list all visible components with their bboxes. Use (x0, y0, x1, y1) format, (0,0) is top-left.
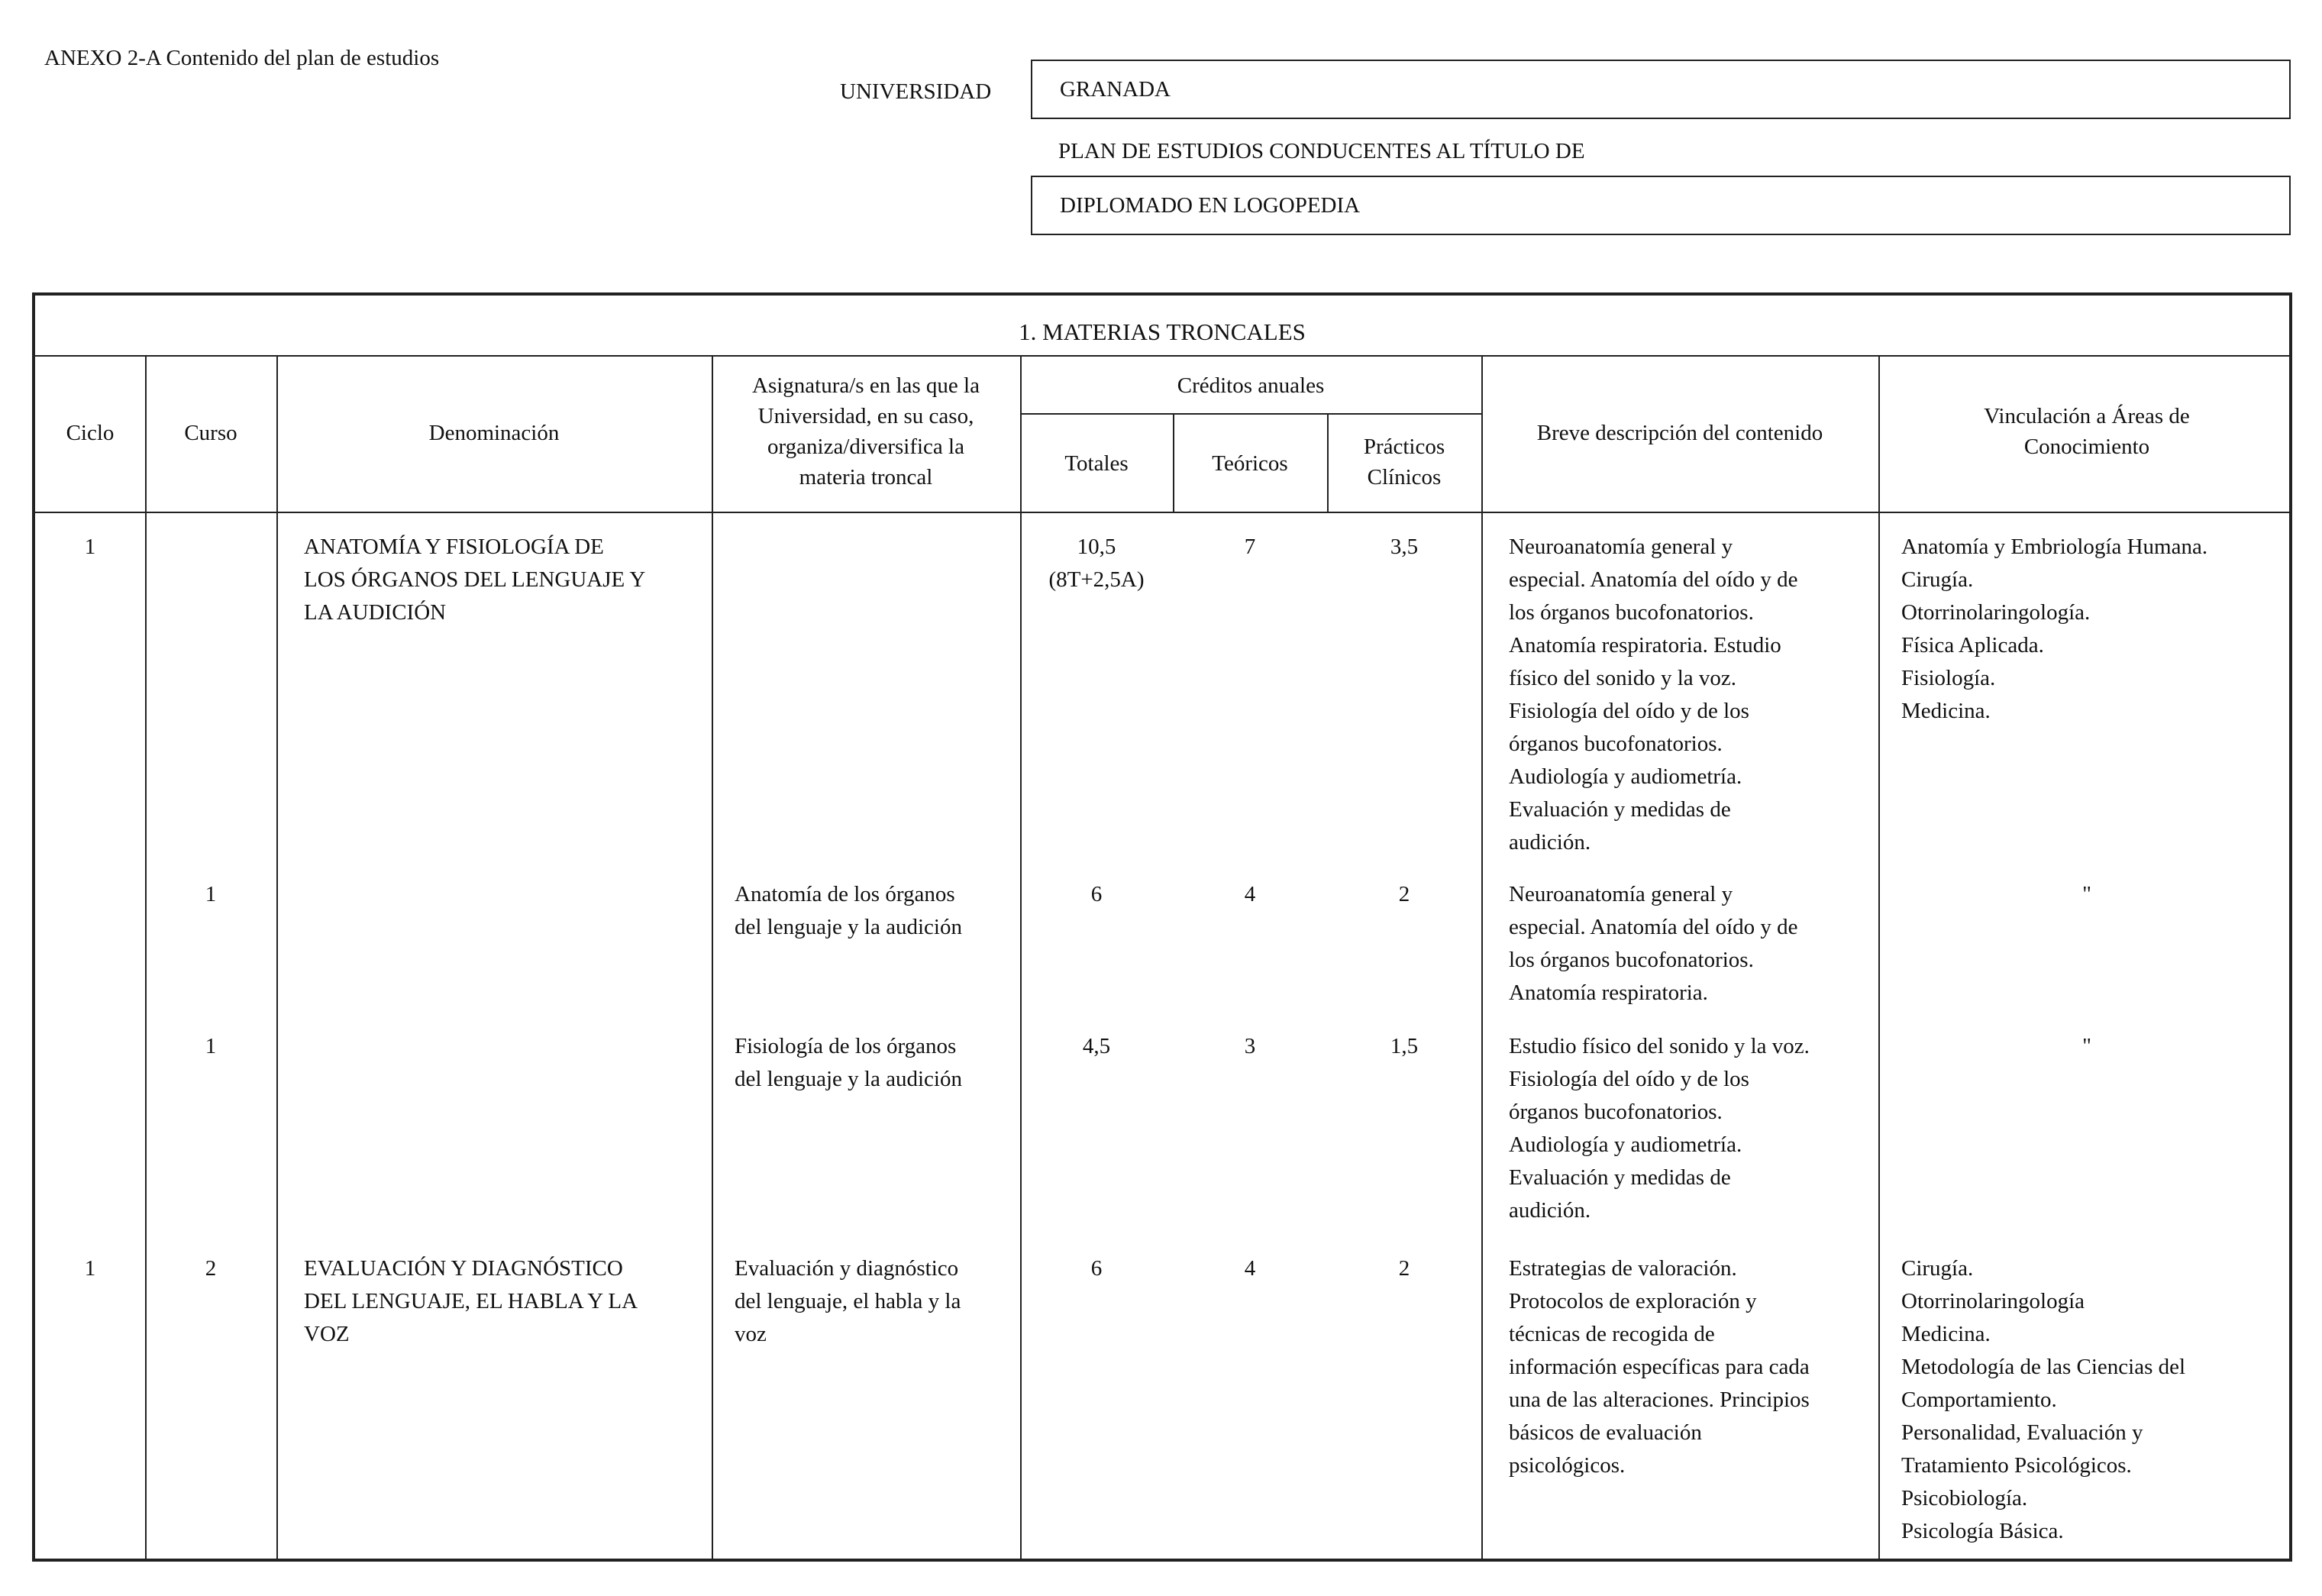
row-1-denominacion: ANATOMÍA Y FISIOLOGÍA DE LOS ÓRGANOS DEL LENGUAJE Y LA AUDICIÓN (304, 535, 646, 625)
header-practicos: Prácticos Clínicos (1363, 435, 1445, 489)
university-name: GRANADA (1060, 76, 1171, 102)
row-2-curso: 1 (205, 882, 217, 906)
row-2-asignatura: Anatomía de los órganos del lenguaje y la audición (735, 882, 962, 939)
row-2-teoricos: 4 (1244, 882, 1256, 906)
header-ciclo: Ciclo (66, 421, 115, 445)
header-totales: Totales (1064, 451, 1129, 476)
curriculum-table (32, 292, 2292, 1562)
col-rule-2 (276, 355, 278, 1559)
row-4-descripcion: Estrategias de valoración. Protocolos de exploración y técnicas de recogida de información específicas para cada una de las alteraciones. Principios básicos de evaluación psicológicos. (1509, 1256, 1810, 1478)
row-4-asignatura: Evaluación y diagnóstico del lenguaje, el habla y la voz (735, 1256, 961, 1346)
header-teoricos: Teóricos (1212, 451, 1288, 476)
row-4-vinculacion: Cirugía. Otorrinolaringología Medicina. Metodología de las Ciencias del Comportamiento. Personalidad, Evaluación y Tratamiento Psicológicos. Psicobiología. Psicología Básica. (1901, 1256, 2186, 1543)
col-rule-3 (712, 355, 713, 1559)
row-4-totales: 6 (1090, 1256, 1103, 1281)
header-curso: Curso (184, 421, 237, 445)
row-4-practicos: 2 (1398, 1256, 1410, 1281)
header-denominacion: Denominación (428, 421, 560, 445)
col-rule-8 (1878, 355, 1880, 1559)
row-3-practicos: 1,5 (1390, 1034, 1419, 1058)
degree-title: DIPLOMADO EN LOGOPEDIA (1060, 192, 1361, 218)
row-3-vinculacion: " (2082, 1034, 2091, 1058)
plan-label: PLAN DE ESTUDIOS CONDUCENTES AL TÍTULO DE (1058, 139, 1585, 163)
university-label: UNIVERSIDAD (840, 79, 992, 104)
row-1-descripcion: Neuroanatomía general y especial. Anatomía del oído y de los órganos bucofonatorios. Anatomía respiratoria. Estudio físico del sonido y la voz. Fisiología del oído y de los órganos bucofonatorios. Audiología y audiometría. Evaluación y medidas de audición. (1509, 535, 1798, 855)
row-4-teoricos: 4 (1244, 1256, 1256, 1281)
row-2-descripcion: Neuroanatomía general y especial. Anatomía del oído y de los órganos bucofonatorios. Anatomía respiratoria. (1509, 882, 1798, 1005)
row-3-teoricos: 3 (1244, 1034, 1256, 1058)
rule-title (35, 355, 2289, 357)
header-asignatura: Asignatura/s en las que la Universidad, en su caso, organiza/diversifica la materia troncal (752, 373, 980, 489)
rule-credits (1020, 413, 1481, 415)
header-descripcion: Breve descripción del contenido (1536, 421, 1823, 445)
degree-title-box (1031, 176, 2291, 235)
col-rule-1 (145, 355, 147, 1559)
row-3-asignatura: Fisiología de los órganos del lenguaje y la audición (735, 1034, 962, 1091)
annex-title: ANEXO 2-A Contenido del plan de estudios (44, 46, 440, 70)
col-rule-7 (1481, 355, 1483, 1559)
row-2-vinculacion: " (2082, 882, 2091, 906)
row-4-denominacion: EVALUACIÓN Y DIAGNÓSTICO DEL LENGUAJE, EL HABLA Y LA VOZ (304, 1256, 638, 1346)
header-vinculacion: Vinculación a Áreas de Conocimiento (1984, 404, 2190, 459)
row-1-totales: 10,5 (8T+2,5A) (1048, 535, 1145, 592)
row-1-practicos: 3,5 (1390, 535, 1419, 559)
row-3-curso: 1 (205, 1034, 217, 1058)
header-creditos: Créditos anuales (1177, 373, 1325, 398)
row-1-vinculacion: Anatomía y Embriología Humana. Cirugía. Otorrinolaringología. Física Aplicada. Fisiología. Medicina. (1901, 535, 2208, 723)
row-3-descripcion: Estudio físico del sonido y la voz. Fisiología del oído y de los órganos bucofonatorios. Audiología y audiometría. Evaluación y medidas de audición. (1509, 1034, 1810, 1223)
row-3-totales: 4,5 (1082, 1034, 1111, 1058)
row-4-ciclo: 1 (84, 1256, 96, 1281)
row-1-ciclo: 1 (84, 535, 96, 559)
row-2-practicos: 2 (1398, 882, 1410, 906)
rule-header (35, 512, 2289, 513)
row-2-totales: 6 (1090, 882, 1103, 906)
table-title: 1. MATERIAS TRONCALES (1019, 318, 1306, 345)
row-4-curso: 2 (205, 1256, 217, 1281)
row-1-teoricos: 7 (1244, 535, 1256, 559)
university-name-box (1031, 60, 2291, 119)
